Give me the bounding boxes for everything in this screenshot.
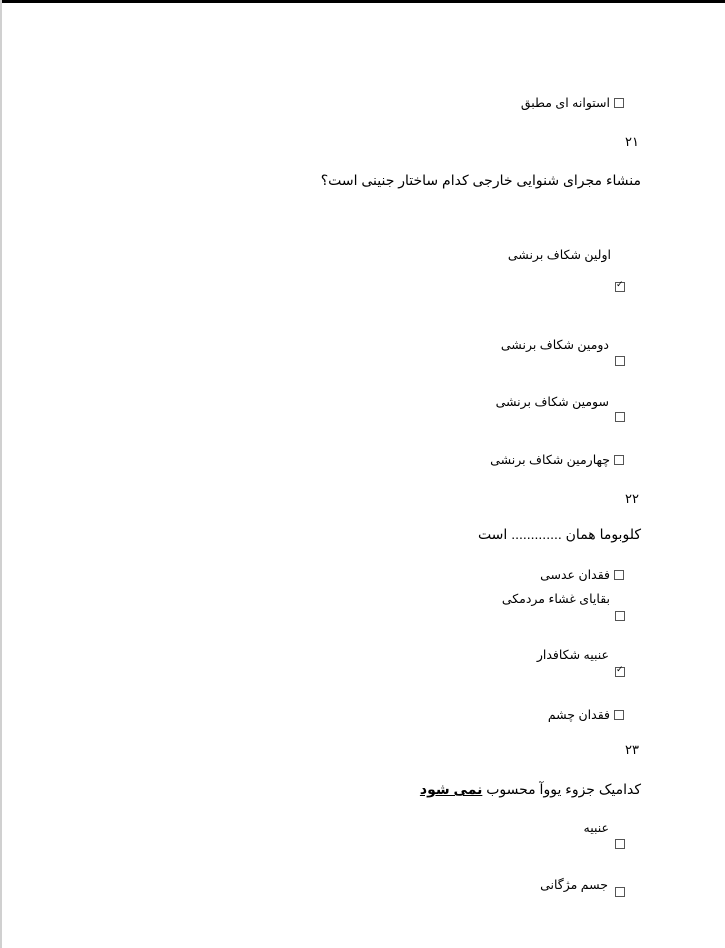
q23-text-prefix: کدامیک جزوء یووآ محسوب: [486, 781, 641, 797]
q22-option-2-checkbox[interactable]: [615, 611, 625, 621]
q23-option-2-checkbox[interactable]: [615, 887, 625, 897]
prev-option-checkbox[interactable]: [614, 98, 624, 108]
prev-option-label: استوانه ای مطبق: [520, 96, 610, 110]
q21-option-1-checkbox[interactable]: [615, 282, 625, 292]
q22-option-2-label: بقایای غشاء مردمکی: [501, 592, 610, 606]
q23-text-emphasis: نمی شود: [419, 781, 483, 797]
q23-option-1-label: عنبیه: [583, 821, 609, 835]
q22-option-3-label: عنبیه شکافدار: [536, 648, 609, 662]
q23-text: [420, 781, 641, 798]
q23-number: ۲۳: [625, 742, 639, 757]
q21-option-4-checkbox[interactable]: [614, 455, 624, 465]
q22-option-3-checkbox[interactable]: [615, 667, 625, 677]
page-left-border: [0, 0, 2, 948]
q22-number: ۲۲: [625, 491, 639, 506]
q21-option-3-checkbox[interactable]: [615, 412, 625, 422]
q21-option-1-label: اولین شکاف برنشی: [507, 248, 611, 262]
q22-option-4-checkbox[interactable]: [614, 710, 624, 720]
q21-option-4-label: چهارمین شکاف برنشی: [490, 453, 610, 467]
q23-option-2-label: جسم مژگانی: [540, 878, 608, 892]
page-top-border: [0, 0, 725, 3]
q21-option-2-checkbox[interactable]: [615, 356, 625, 366]
q21-option-3-label: سومین شکاف برنشی: [495, 395, 609, 409]
q22-text: کلوبوما همان ............. است: [477, 526, 641, 542]
q22-option-4-label: فقدان چشم: [547, 708, 610, 722]
q22-option-1-label: فقدان عدسی: [540, 568, 610, 582]
q21-number: ۲۱: [625, 134, 639, 149]
q21-text: منشاء مجرای شنوایی خارجی کدام ساختار جنینی است؟: [320, 172, 641, 188]
q21-option-2-label: دومین شکاف برنشی: [500, 338, 609, 352]
q23-option-1-checkbox[interactable]: [615, 839, 625, 849]
q22-option-1-checkbox[interactable]: [614, 570, 624, 580]
